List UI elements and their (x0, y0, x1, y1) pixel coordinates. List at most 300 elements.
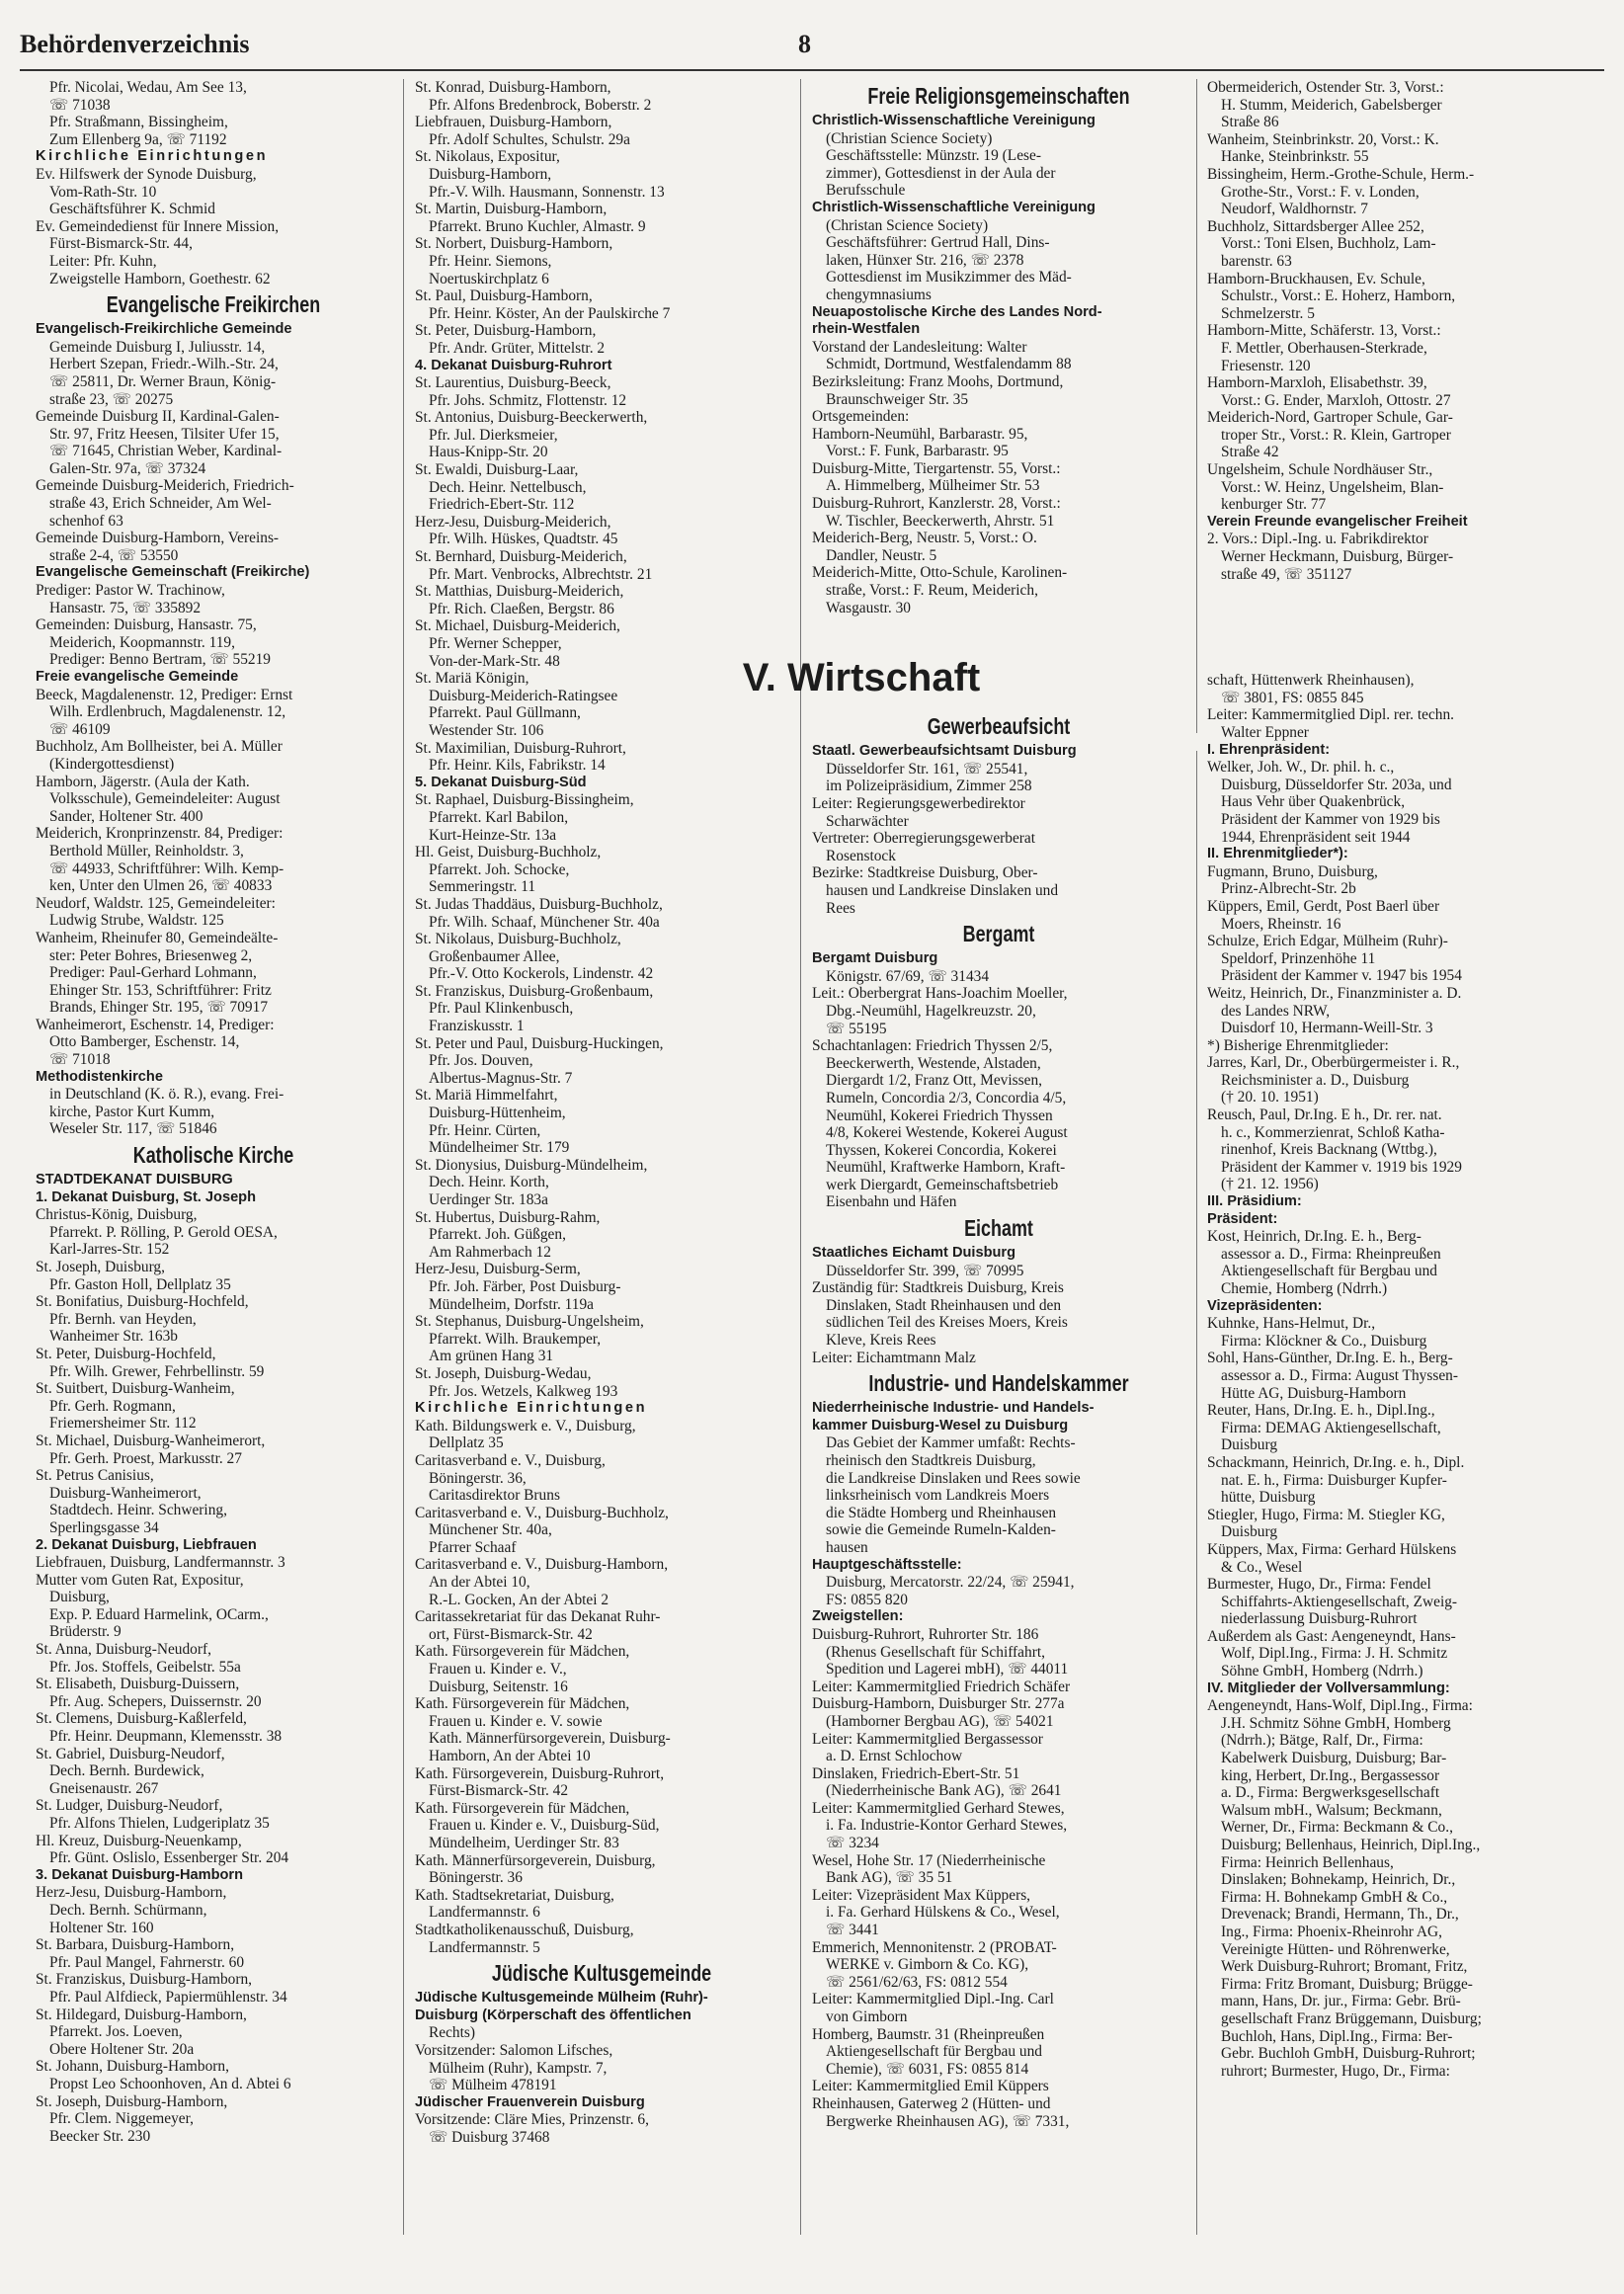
column-1 (36, 79, 391, 2145)
entry-line: Christus-König, Duisburg, (36, 1206, 198, 1224)
entry-line: Leiter: Kammermitglied Emil Küppers (812, 2078, 1049, 2095)
entry-line: Kath. Stadtsekretariat, Duisburg, (415, 1886, 614, 1904)
entry-line: Zum Ellenberg 9a, ☏ 71192 (49, 130, 227, 148)
entry-line: Schiffahrts-Aktiengesellschaft, Zweig- (1221, 1593, 1458, 1610)
entry-line: Meiderich, Kronprinzenstr. 84, Prediger: (36, 825, 284, 843)
entry-line: Schmidt, Dortmund, Westfalendamm 88 (826, 356, 1072, 373)
entry-line: Wilh. Erdlenbruch, Magdalenenstr. 12, (49, 703, 286, 721)
spacer (1207, 583, 1600, 613)
entry-line: Str. 97, Fritz Heesen, Tilsiter Ufer 15, (49, 425, 280, 443)
entry-line: Friedrich-Ebert-Str. 112 (429, 496, 575, 514)
entry-line: Leiter: Kammermitglied Dipl.-Ing. Carl (812, 1991, 1054, 2008)
entry-line: im Polizeipräsidium, Zimmer 258 (826, 778, 1032, 795)
entry-line: Rumeln, Concordia 2/3, Concordia 4/5, (826, 1089, 1067, 1106)
entry-line: W. Tischler, Beeckerwerth, Ahrstr. 51 (826, 512, 1055, 530)
entry-line: Moers, Rheinstr. 16 (1221, 915, 1341, 933)
spacer (1207, 642, 1600, 672)
header-rule (20, 69, 1604, 71)
entry-line: die Landkreise Dinslaken und Rees sowie (826, 1469, 1081, 1487)
entry-line: Buchholz, Sittardsberger Allee 252, (1207, 217, 1424, 235)
entry-line: Pfr. Gaston Holl, Dellplatz 35 (49, 1275, 231, 1293)
entry-line: Beeck, Magdalenenstr. 12, Prediger: Ernst (36, 686, 293, 703)
entry-line: Hanke, Steinbrinkstr. 55 (1221, 148, 1369, 166)
entry-line: Friemersheimer Str. 112 (49, 1415, 197, 1433)
entry-heading: Freie evangelische Gemeinde (36, 669, 239, 685)
entry-line: 1944, Ehrenpräsident seit 1944 (1221, 828, 1411, 846)
entry-line: Pfr.-V. Otto Kockerols, Lindenstr. 42 (429, 965, 654, 983)
entry-line: Küppers, Max, Firma: Gerhard Hülskens (1207, 1540, 1457, 1558)
section-heading: Eichamt (964, 1215, 1033, 1242)
entry-line: Pfr. Gerh. Rogmann, (49, 1397, 176, 1415)
entry-line: Pfr. Paul Mangel, Fahrnerstr. 60 (49, 1953, 245, 1971)
entry-line: Reuter, Hans, Dr.Ing. E. h., Dipl.Ing., (1207, 1402, 1435, 1420)
entry-line: Vorst.: W. Heinz, Ungelsheim, Blan- (1221, 478, 1444, 496)
entry-line: Mündelheim, Uerdinger Str. 83 (429, 1834, 619, 1851)
entry-heading: I. Ehrenpräsident: (1207, 741, 1331, 758)
entry-line: Neumühl, Kokerei Friedrich Thyssen (826, 1106, 1053, 1124)
entry-line: Leiter: Eichamtmann Malz (812, 1349, 976, 1366)
entry-line: Herbert Szepan, Friedr.-Wilh.-Str. 24, (49, 356, 279, 373)
entry-line: Fugmann, Bruno, Duisburg, (1207, 862, 1378, 880)
entry-line: Am grünen Hang 31 (429, 1348, 554, 1365)
entry-line: Homberg, Baumstr. 31 (Rheinpreußen (812, 2025, 1045, 2043)
entry-line: assessor a. D., Firma: August Thyssen- (1221, 1366, 1458, 1384)
entry-line: ort, Fürst-Bismarck-Str. 42 (429, 1625, 593, 1643)
entry-line: Albertus-Magnus-Str. 7 (429, 1069, 573, 1087)
entry-line: zimmer), Gottesdienst in der Aula der (826, 164, 1056, 182)
entry-line: linksrheinisch vom Landkreis Moers (826, 1487, 1050, 1505)
entry-line: Pfarrer Schaaf (429, 1538, 517, 1556)
entry-line: Liebfrauen, Duisburg, Landfermannstr. 3 (36, 1554, 285, 1572)
entry-line: Pfr. Rich. Claeßen, Bergstr. 86 (429, 600, 614, 617)
entry-heading: Staatl. Gewerbeaufsichtsamt Duisburg (812, 743, 1077, 760)
entry-line: ☏ Mülheim 478191 (429, 2077, 557, 2094)
entry-line: St. Nikolaus, Duisburg-Buchholz, (415, 931, 621, 948)
entry-line: Söhne GmbH, Homberg (Ndrrh.) (1221, 1663, 1423, 1680)
entry-line: St. Hubertus, Duisburg-Rahm, (415, 1208, 601, 1226)
entry-line: Geschäftsstelle: Münzstr. 19 (Lese- (826, 147, 1041, 165)
entry-line: Pfr. Joh. Färber, Post Duisburg- (429, 1277, 621, 1295)
entry-line: Leiter: Vizepräsident Max Küppers, (812, 1886, 1031, 1904)
entry-line: Haus Vehr über Quakenbrück, (1221, 793, 1406, 811)
entry-line: Rees (826, 899, 855, 917)
entry-line: niederlassung Duisburg-Ruhrort (1221, 1610, 1418, 1628)
entry-line: schenhof 63 (49, 512, 123, 530)
entry-line: Westender Str. 106 (429, 721, 544, 739)
entry-line: Chemie), ☏ 6031, FS: 0855 814 (826, 2060, 1029, 2078)
entry-line: Bissingheim, Herm.-Grothe-Schule, Herm.- (1207, 165, 1475, 183)
entry-line: werk Diergardt, Gemeinschaftsbetrieb (826, 1176, 1059, 1193)
entry-line: Ing., Firma: Phoenix-Rheinrohr AG, (1221, 1923, 1442, 1940)
entry-heading: 4. Dekanat Duisburg-Ruhrort (415, 357, 612, 373)
entry-line: R.-L. Gocken, An der Abtei 2 (429, 1591, 609, 1608)
entry-line: Pfarrekt. Karl Babilon, (429, 808, 569, 826)
entry-line: St. Hildegard, Duisburg-Hamborn, (36, 2006, 247, 2023)
entry-line: Sohl, Hans-Günther, Dr.Ing. E. h., Berg- (1207, 1350, 1453, 1367)
entry-line: Berufsschule (826, 182, 906, 200)
entry-line: die Städte Homberg und Rheinhausen (826, 1504, 1057, 1521)
entry-line: hausen und Landkreise Dinslaken und (826, 881, 1059, 899)
column-2 (415, 79, 788, 2146)
column-divider (800, 79, 801, 2235)
entry-line: Bezirke: Stadtkreise Duisburg, Ober- (812, 864, 1038, 882)
entry-line: gesellschaft Franz Brüggemann, Duisburg; (1221, 2009, 1482, 2027)
entry-line: barenstr. 63 (1221, 252, 1292, 270)
entry-line: Duisburg, (49, 1589, 110, 1606)
entry-line: Vertreter: Oberregierungsgewerberat (812, 830, 1036, 848)
entry-line: Ludwig Strube, Waldstr. 125 (49, 912, 224, 930)
entry-line: Wasgaustr. 30 (826, 599, 911, 616)
entry-heading: kammer Duisburg-Wesel zu Duisburg (812, 1417, 1069, 1434)
entry-line: St. Gabriel, Duisburg-Neudorf, (36, 1745, 225, 1762)
column-divider (1196, 79, 1197, 733)
entry-line: Vereinigte Hütten- und Röhrenwerke, (1221, 1940, 1450, 1958)
entry-line: Ev. Gemeindedienst für Innere Mission, (36, 217, 280, 235)
entry-line: St. Stephanus, Duisburg-Ungelsheim, (415, 1313, 644, 1331)
entry-line: Meiderich-Mitte, Otto-Schule, Karolinen- (812, 564, 1068, 582)
entry-line: kirche, Pastor Kurt Kumm, (49, 1103, 215, 1120)
entry-line: Duisburg-Mitte, Tiergartenstr. 55, Vorst.: (812, 459, 1061, 477)
entry-line: Präsident der Kammer v. 1947 bis 1954 (1221, 967, 1462, 985)
entry-line: Firma: H. Bohnekamp GmbH & Co., (1221, 1888, 1448, 1906)
entry-line: Pfr. Paul Alfdieck, Papiermühlenstr. 34 (49, 1988, 287, 2006)
entry-line: St. Barbara, Duisburg-Hamborn, (36, 1936, 235, 1954)
entry-line: Aktiengesellschaft für Bergbau und (1221, 1263, 1437, 1280)
entry-line: straße 23, ☏ 20275 (49, 390, 174, 408)
entry-line: Hamborn-Neumühl, Barbarastr. 95, (812, 425, 1028, 443)
entry-line: Gemeinden: Duisburg, Hansastr. 75, (36, 616, 257, 634)
entry-line: Landfermannstr. 6 (429, 1904, 540, 1922)
entry-line: Pfr. Clem. Niggemeyer, (49, 2110, 194, 2128)
entry-heading: Vizepräsidenten: (1207, 1297, 1323, 1314)
entry-line: Liebfrauen, Duisburg-Hamborn, (415, 114, 612, 131)
entry-line: Duisburg-Meiderich-Ratingsee (429, 687, 618, 704)
entry-line: ruhrort; Burmester, Hugo, Dr., Firma: (1221, 2062, 1450, 2080)
entry-line: Präsident der Kammer v. 1919 bis 1929 (1221, 1158, 1462, 1176)
entry-heading: Christlich-Wissenschaftliche Vereinigung (812, 199, 1096, 215)
entry-line: († 21. 12. 1956) (1221, 1176, 1319, 1193)
entry-heading: Hauptgeschäftsstelle: (812, 1556, 962, 1573)
entry-line: Ungelsheim, Schule Nordhäuser Str., (1207, 461, 1433, 479)
entry-line: Propst Leo Schoonhoven, An d. Abtei 6 (49, 2075, 291, 2092)
entry-line: Friesenstr. 120 (1221, 357, 1311, 374)
entry-heading: Neuapostolische Kirche des Landes Nord- (812, 303, 1102, 320)
entry-line: Landfermannstr. 5 (429, 1938, 540, 1956)
entry-line: Dech. Bernh. Schürmann, (49, 1901, 207, 1919)
entry-line: St. Dionysius, Duisburg-Mündelheim, (415, 1156, 648, 1174)
entry-line: (Christan Science Society) (826, 216, 989, 234)
entry-line: Pfr. Aug. Schepers, Duissernstr. 20 (49, 1692, 262, 1710)
entry-line: Kost, Heinrich, Dr.Ing. E. h., Berg- (1207, 1228, 1421, 1246)
entry-heading: Duisburg (Körperschaft des öffentlichen (415, 2007, 691, 2023)
entry-line: Firma: Heinrich Bellenhaus, (1221, 1853, 1394, 1871)
column-3 (742, 79, 1185, 2130)
entry-line: laken, Hünxer Str. 216, ☏ 2378 (826, 251, 1024, 269)
entry-line: St. Antonius, Duisburg-Beeckerwerth, (415, 409, 648, 427)
entry-line: Pfr. Johs. Schmitz, Flottenstr. 12 (429, 391, 627, 409)
entry-line: straße 49, ☏ 351127 (1221, 565, 1352, 583)
entry-line: Eisenbahn und Häfen (826, 1193, 957, 1211)
entry-line: Mülheim (Ruhr), Kampstr. 7, (429, 2059, 608, 2077)
entry-heading: 2. Dekanat Duisburg, Liebfrauen (36, 1536, 257, 1553)
entry-line: Mündelheimer Str. 179 (429, 1139, 570, 1157)
entry-line: Pfr. Nicolai, Wedau, Am See 13, (49, 79, 247, 96)
entry-line: Duisburg; Bellenhaus, Heinrich, Dipl.Ing., (1221, 1837, 1481, 1853)
entry-line: St. Nikolaus, Expositur, (415, 148, 560, 166)
entry-line: Diergardt 1/2, Franz Ott, Mevissen, (826, 1072, 1042, 1090)
entry-line: hütte, Duisburg (1221, 1489, 1316, 1507)
entry-heading: Jüdische Kultusgemeinde Mülheim (Ruhr)- (415, 1990, 708, 2007)
entry-line: FS: 0855 820 (826, 1591, 908, 1608)
entry-line: Leiter: Pfr. Kuhn, (49, 252, 157, 270)
entry-line: Kuhnke, Hans-Helmut, Dr., (1207, 1315, 1376, 1333)
entry-line: Caritassekretariat für das Dekanat Ruhr- (415, 1608, 661, 1626)
entry-line: Dinslaken, Stadt Rheinhausen und den (826, 1296, 1062, 1314)
entry-line: Thyssen, Kokerei Concordia, Kokerei (826, 1141, 1057, 1159)
entry-line: St. Laurentius, Duisburg-Beeck, (415, 374, 611, 392)
entry-line: Bezirksleitung: Franz Moohs, Dortmund, (812, 372, 1064, 390)
entry-line: ☏ 71645, Christian Weber, Kardinal- (49, 443, 283, 460)
entry-line: Frauen u. Kinder e. V., Duisburg-Süd, (429, 1817, 660, 1835)
entry-line: Sander, Holtener Str. 400 (49, 807, 203, 825)
entry-line: Haus-Knipp-Str. 20 (429, 444, 548, 461)
entry-heading: Präsident: (1207, 1210, 1278, 1227)
entry-line: i. Fa. Industrie-Kontor Gerhard Stewes, (826, 1817, 1068, 1835)
entry-line: Franziskusstr. 1 (429, 1018, 525, 1035)
entry-line: Prediger: Paul-Gerhard Lohmann, (49, 964, 257, 982)
entry-heading: Zweigstellen: (812, 1608, 904, 1625)
entry-line: Böningerstr. 36 (429, 1869, 523, 1887)
entry-line: St. Peter und Paul, Duisburg-Huckingen, (415, 1034, 664, 1052)
entry-line: Düsseldorfer Str. 399, ☏ 70995 (826, 1262, 1024, 1279)
entry-line: Werner, Dr., Firma: Beckmann & Co., (1221, 1819, 1453, 1837)
page-number: 8 (798, 30, 811, 58)
entry-line: Prinz-Albrecht-Str. 2b (1221, 880, 1356, 898)
entry-line: Neudorf, Waldstr. 125, Gemeindeleiter: (36, 894, 276, 912)
entry-line: Firma: DEMAG Aktiengesellschaft, (1221, 1419, 1441, 1436)
entry-line: (Ndrrh.); Bätge, Ralf, Dr., Firma: (1221, 1732, 1423, 1750)
entry-line: Pfarrekt. Joh. Güßgen, (429, 1226, 566, 1244)
entry-line: king, Herbert, Dr.Ing., Bergassessor (1221, 1766, 1440, 1784)
entry-line: St. Konrad, Duisburg-Hamborn, (415, 79, 611, 96)
entry-heading: II. Ehrenmitglieder*): (1207, 846, 1348, 862)
entry-line: Berthold Müller, Reinholdstr. 3, (49, 842, 244, 860)
entry-heading: III. Präsidium: (1207, 1193, 1302, 1210)
entry-line: Dech. Bernh. Burdewick, (49, 1762, 204, 1780)
entry-line: Kath. Männerfürsorgeverein, Duisburg, (415, 1851, 656, 1869)
entry-line: Pfr. Adolf Schultes, Schulstr. 29a (429, 130, 630, 148)
entry-line: Brands, Ehinger Str. 195, ☏ 70917 (49, 999, 269, 1017)
entry-line: St. Matthias, Duisburg-Meiderich, (415, 583, 624, 601)
entry-line: troper Str., Vorst.: R. Klein, Gartroper (1221, 426, 1451, 444)
entry-heading: 1. Dekanat Duisburg, St. Joseph (36, 1188, 257, 1205)
entry-line: Duisburg-Hamborn, Duisburger Str. 277a (812, 1695, 1065, 1713)
entry-line: Pfr. Heinr. Deupmann, Klemensstr. 38 (49, 1728, 283, 1746)
entry-line: straße 43, Erich Schneider, Am Wel- (49, 495, 272, 513)
entry-line: nat. E. h., Firma: Duisburger Kupfer- (1221, 1471, 1447, 1489)
entry-line: von Gimborn (826, 2008, 908, 2025)
entry-line: Gottesdienst im Musikzimmer des Mäd- (826, 269, 1072, 287)
entry-line: Neudorf, Waldhornstr. 7 (1221, 201, 1368, 218)
section-heading: Gewerbeaufsicht (927, 713, 1071, 740)
entry-line: Wanheimerort, Eschenstr. 14, Prediger: (36, 1016, 275, 1033)
section-heading: Industrie- und Handelskammer (868, 1370, 1129, 1397)
entry-line: Reusch, Paul, Dr.Ing. E h., Dr. rer. nat. (1207, 1106, 1442, 1124)
entry-line: J.H. Schmitz Söhne GmbH, Homberg (1221, 1714, 1451, 1732)
entry-line: St. Johann, Duisburg-Hamborn, (36, 2058, 229, 2076)
entry-line: Kath. Fürsorgeverein für Mädchen, (415, 1799, 630, 1817)
entry-line: Reichsminister a. D., Duisburg (1221, 1071, 1410, 1089)
entry-line: Wanheimer Str. 163b (49, 1328, 178, 1346)
entry-line: Aktiengesellschaft für Bergbau und (826, 2043, 1042, 2061)
entry-line: Pfr. Heinr. Siemons, (429, 252, 552, 270)
entry-line: ☏ 2561/62/63, FS: 0812 554 (826, 1973, 1008, 1991)
column-divider (403, 79, 404, 2235)
entry-line: St. Joseph, Duisburg-Hamborn, (36, 2092, 228, 2110)
entry-line: Hansastr. 75, ☏ 335892 (49, 599, 202, 616)
entry-line: Zweigstelle Hamborn, Goethestr. 62 (49, 270, 271, 287)
entry-line: h. c., Kommerzienrat, Schloß Katha- (1221, 1123, 1445, 1141)
entry-line: Leiter: Kammermitglied Dipl. rer. techn. (1207, 706, 1455, 724)
entry-line: Schmelzerstr. 5 (1221, 304, 1315, 322)
entry-line: (Rhenus Gesellschaft für Schiffahrt, (826, 1643, 1045, 1661)
entry-line: Duisburg, Mercatorstr. 22/24, ☏ 25941, (826, 1574, 1075, 1592)
entry-line: Düsseldorfer Str. 161, ☏ 25541, (826, 760, 1028, 778)
entry-line: Werk Duisburg-Ruhrort; Bromant, Fritz, (1221, 1958, 1468, 1976)
entry-line: *) Bisherige Ehrenmitglieder: (1207, 1036, 1389, 1054)
entry-line: Beeckerwerth, Westende, Alstaden, (826, 1054, 1041, 1072)
entry-line: Dandler, Neustr. 5 (826, 546, 937, 564)
entry-line: 4/8, Kokerei Westende, Kokerei August (826, 1124, 1068, 1142)
entry-line: Prediger: Pastor W. Trachinow, (36, 582, 225, 600)
entry-line: Grothe-Str., Vorst.: F. v. Londen, (1221, 183, 1420, 201)
entry-line: Brüderstr. 9 (49, 1623, 122, 1641)
entry-line: Gneisenaustr. 267 (49, 1779, 159, 1797)
entry-line: Walsum mbH., Walsum; Beckmann, (1221, 1801, 1442, 1819)
entry-line: Leiter: Kammermitglied Gerhard Stewes, (812, 1799, 1065, 1817)
entry-line: Caritasverband e. V., Duisburg-Buchholz, (415, 1504, 669, 1521)
entry-line: WERKE v. Gimborn & Co. KG), (826, 1956, 1029, 1974)
entry-line: Caritasverband e. V., Duisburg, (415, 1451, 606, 1469)
entry-line: ☏ 71038 (49, 96, 111, 114)
entry-line: Leit.: Oberbergrat Hans-Joachim Moeller, (812, 985, 1068, 1003)
entry-line: Hamborn-Marxloh, Elisabethstr. 39, (1207, 374, 1427, 392)
entry-heading: Verein Freunde evangelischer Freiheit (1207, 513, 1468, 530)
entry-line: St. Ewaldi, Duisburg-Laar, (415, 461, 579, 479)
entry-line: ☏ 46109 (49, 720, 111, 738)
entry-line: Kath. Fürsorgeverein, Duisburg-Ruhrort, (415, 1764, 665, 1782)
entry-line: Caritasverband e. V., Duisburg-Hamborn, (415, 1556, 669, 1574)
entry-line: St. Suitbert, Duisburg-Wanheim, (36, 1380, 235, 1398)
entry-line: Duisburg-Ruhrort, Ruhrorter Str. 186 (812, 1625, 1039, 1643)
entry-line: 2. Vors.: Dipl.-Ing. u. Fabrikdirektor (1207, 531, 1428, 548)
entry-line: sowie die Gemeinde Rumeln-Kalden- (826, 1521, 1056, 1539)
entry-line: Fürst-Bismarck-Str. 44, (49, 235, 193, 253)
entry-line: Prediger: Benno Bertram, ☏ 55219 (49, 651, 271, 669)
entry-line: ☏ 3234 (826, 1835, 879, 1852)
page-header (20, 24, 1604, 65)
subsection-heading: Kirchliche Einrichtungen (36, 148, 269, 165)
entry-line: ☏ 3441 (826, 1922, 879, 1939)
entry-heading: 5. Dekanat Duisburg-Süd (415, 774, 587, 790)
entry-line: ster: Peter Bohres, Briesenweg 2, (49, 946, 253, 964)
entry-heading: Jüdischer Frauenverein Duisburg (415, 2093, 645, 2110)
entry-line: Hamborn-Mitte, Schäferstr. 13, Vorst.: (1207, 322, 1441, 340)
entry-line: Pfr. Alfons Bredenbrock, Boberstr. 2 (429, 96, 652, 114)
entry-line: Duisburg, Seitenstr. 16 (429, 1678, 568, 1695)
entry-line: (Christian Science Society) (826, 129, 993, 147)
entry-line: Kath. Fürsorgeverein für Mädchen, (415, 1695, 630, 1713)
entry-line: Von-der-Mark-Str. 48 (429, 652, 560, 670)
section-heading: Evangelische Freikirchen (106, 291, 321, 318)
entry-line: Wanheim, Steinbrinkstr. 20, Vorst.: K. (1207, 130, 1439, 148)
entry-line: Zuständig für: Stadtkreis Duisburg, Kreis (812, 1279, 1064, 1297)
entry-line: Hütte AG, Duisburg-Hamborn (1221, 1384, 1407, 1402)
entry-heading: Methodistenkirche (36, 1068, 163, 1085)
entry-heading: IV. Mitglieder der Vollversammlung: (1207, 1680, 1450, 1696)
column-divider (1196, 751, 1197, 2235)
entry-line: St. Mariä Himmelfahrt, (415, 1087, 558, 1105)
entry-line: Burmester, Hugo, Dr., Firma: Fendel (1207, 1576, 1431, 1594)
entry-line: Karl-Jarres-Str. 152 (49, 1241, 170, 1259)
entry-line: ☏ Duisburg 37468 (429, 2128, 550, 2146)
column-4 (1207, 79, 1600, 2080)
entry-line: Königstr. 67/69, ☏ 31434 (826, 967, 990, 985)
entry-line: Münchener Str. 40a, (429, 1521, 552, 1539)
entry-line: F. Mettler, Oberhausen-Sterkrade, (1221, 339, 1427, 357)
entry-line: ☏ 3801, FS: 0855 845 (1221, 689, 1364, 706)
entry-line: Spedition und Lagerei mbH), ☏ 44011 (826, 1661, 1069, 1679)
entry-line: chengymnasiums (826, 286, 932, 303)
entry-line: Böningerstr. 36, (429, 1469, 527, 1487)
entry-line: Frauen u. Kinder e. V., (429, 1661, 567, 1679)
entry-line: St. Maximilian, Duisburg-Ruhrort, (415, 739, 626, 757)
chapter-heading: V. Wirtschaft (742, 656, 981, 700)
entry-line: Aengeneyndt, Hans-Wolf, Dipl.Ing., Firma: (1207, 1697, 1473, 1715)
entry-line: St. Anna, Duisburg-Neudorf, (36, 1641, 211, 1659)
entry-line: Hamborn, An der Abtei 10 (429, 1748, 591, 1764)
entry-line: Holtener Str. 160 (49, 1919, 154, 1936)
entry-line: Hamborn-Bruckhausen, Ev. Schule, (1207, 270, 1425, 287)
entry-line: St. Franziskus, Duisburg-Hamborn, (36, 1971, 253, 1989)
entry-line: rinenhof, Kreis Backnang (Wttbg.), (1221, 1141, 1437, 1159)
entry-line: Pfarrekt. Bruno Kuchler, Almastr. 9 (429, 217, 646, 235)
entry-line: Sperlingsgasse 34 (49, 1518, 159, 1536)
entry-line: Pfr. Wilh. Schaaf, Münchener Str. 40a (429, 913, 660, 931)
entry-line: Jarres, Karl, Dr., Oberbürgermeister i. R., (1207, 1054, 1460, 1072)
entry-line: Scharwächter (826, 812, 909, 830)
entry-line: St. Judas Thaddäus, Duisburg-Buchholz, (415, 895, 663, 913)
entry-line: Chemie, Homberg (Ndrrh.) (1221, 1280, 1388, 1297)
entry-line: Semmeringstr. 11 (429, 878, 536, 896)
entry-line: Noertuskirchplatz 6 (429, 270, 549, 287)
entry-line: Pfr. Gerh. Proest, Markusstr. 27 (49, 1449, 242, 1467)
entry-line: Buchloh, Hans, Dipl.Ing., Firma: Ber- (1221, 2027, 1453, 2045)
section-heading: Freie Religionsgemeinschaften (867, 83, 1130, 109)
entry-line: Straße 42 (1221, 444, 1279, 461)
entry-line: St. Clemens, Duisburg-Kaßlerfeld, (36, 1710, 247, 1728)
entry-line: Großenbaumer Allee, (429, 947, 560, 965)
entry-line: Ev. Hilfswerk der Synode Duisburg, (36, 165, 257, 183)
section-heading: Bergamt (962, 921, 1035, 947)
entry-line: St. Bernhard, Duisburg-Meiderich, (415, 548, 627, 566)
entry-line: Pfr. Bernh. van Heyden, (49, 1310, 197, 1328)
entry-line: Bergwerke Rheinhausen AG), ☏ 7331, (826, 2112, 1070, 2130)
entry-line: Dbg.-Neumühl, Hagelkreuzstr. 20, (826, 1002, 1036, 1020)
entry-line: St. Elisabeth, Duisburg-Duissern, (36, 1676, 240, 1693)
entry-line: Vorst.: G. Ender, Marxloh, Ottostr. 27 (1221, 391, 1451, 409)
entry-line: Pfr. Günt. Oslislo, Essenberger Str. 204 (49, 1849, 289, 1867)
